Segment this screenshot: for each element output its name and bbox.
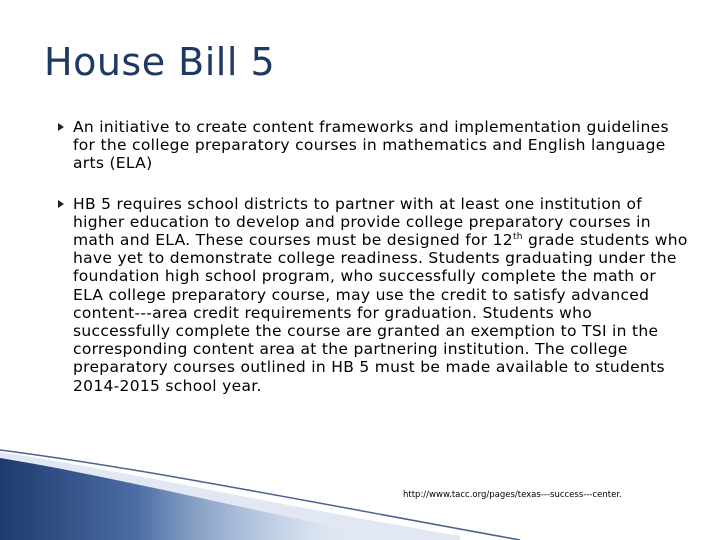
swoosh-dark (0, 458, 390, 540)
bullet-item (58, 195, 688, 395)
bullet-list (58, 118, 688, 417)
bullet-text-end: grade students who have yet to demonstrate college readiness. Students graduating under the foundation high school program, who successfully complete the math or ELA college preparatory course, may use the credit to satisfy advanced content-‐-area credit requirements for graduation. Students who successfully complete the course are granted an exemption to TSI in the corresponding content area at the partnering institution. The college preparatory courses outlined in HB 5 must be made available to students 2014-2015 school year. (73, 231, 688, 395)
bullet-item (58, 118, 688, 173)
bullet-text: An initiative to create content frameworks and implementation guidelines for the college preparatory courses in mathematics and English language arts (ELA) (73, 118, 669, 173)
arrow-bullet-icon (58, 200, 64, 208)
bullet-text-start: HB 5 requires school districts to partner with at least one institution of higher education to develop and provide college preparatory courses in math and ELA. These courses must be designed for 12 (73, 194, 651, 250)
source-url: http://www.tacc.org/pages/texas-‐-success-‐-center. (403, 490, 622, 500)
ordinal-superscript: th (512, 231, 523, 242)
arrow-bullet-icon (58, 123, 64, 131)
slide-title: House Bill 5 (44, 40, 276, 84)
